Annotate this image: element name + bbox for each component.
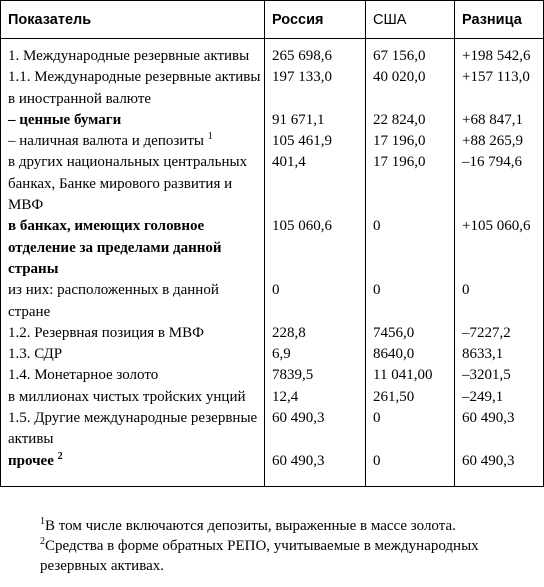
cell-russia: 6,9 bbox=[265, 344, 366, 365]
cell-usa: 40 020,0 bbox=[366, 67, 455, 110]
footnote-text: В том числе включаются депозиты, выраженные в массе золота. bbox=[45, 518, 456, 534]
cell-difference: 8633,1 bbox=[455, 344, 544, 365]
row-label: из них: расположенных в данной стране bbox=[1, 280, 265, 323]
table-row bbox=[1, 216, 544, 280]
cell-difference: +157 113,0 bbox=[455, 67, 544, 110]
header-russia: Россия bbox=[265, 1, 366, 39]
cell-difference: –249,1 bbox=[455, 387, 544, 408]
row-label: в банках, имеющих головное отделение за пределами данной страны bbox=[1, 216, 265, 280]
row-label: – наличная валюта и депозиты bbox=[8, 133, 204, 150]
row-label: 1.3. СДР bbox=[1, 344, 265, 365]
table-row bbox=[1, 408, 544, 451]
cell-difference: +105 060,6 bbox=[455, 216, 544, 280]
cell-usa: 17 196,0 bbox=[366, 152, 455, 216]
table-row bbox=[1, 387, 544, 408]
row-label: прочее bbox=[8, 452, 54, 469]
cell-russia: 105 461,9 bbox=[265, 131, 366, 152]
row-label: 1.4. Монетарное золото bbox=[1, 365, 265, 386]
cell-russia: 7839,5 bbox=[265, 365, 366, 386]
cell-usa: 8640,0 bbox=[366, 344, 455, 365]
row-label: 1. Международные резервные активы bbox=[1, 46, 265, 67]
cell-usa: 11 041,00 bbox=[366, 365, 455, 386]
cell-usa: 0 bbox=[366, 451, 455, 487]
cell-difference: +88 265,9 bbox=[455, 131, 544, 152]
cell-difference: –16 794,6 bbox=[455, 152, 544, 216]
header-usa: США bbox=[366, 1, 455, 39]
cell-russia: 0 bbox=[265, 280, 366, 323]
table-row bbox=[1, 323, 544, 344]
cell-difference: +198 542,6 bbox=[455, 46, 544, 67]
cell-difference: –3201,5 bbox=[455, 365, 544, 386]
table-row bbox=[1, 365, 544, 386]
header-difference: Разница bbox=[455, 1, 544, 39]
row-label: – ценные бумаги bbox=[1, 110, 265, 131]
footnote-2 bbox=[0, 536, 543, 576]
table-row bbox=[1, 131, 544, 152]
cell-difference: 60 490,3 bbox=[455, 408, 544, 451]
cell-usa: 17 196,0 bbox=[366, 131, 455, 152]
footnote-text: Средства в форме обратных РЕПО, учитываемые в международных резервных активах. bbox=[40, 538, 479, 574]
cell-russia: 60 490,3 bbox=[265, 451, 366, 487]
cell-usa: 0 bbox=[366, 280, 455, 323]
footnote-mark: 2 bbox=[40, 536, 45, 547]
table-row bbox=[1, 152, 544, 216]
footnote-1 bbox=[0, 516, 543, 536]
cell-usa: 7456,0 bbox=[366, 323, 455, 344]
cell-russia: 228,8 bbox=[265, 323, 366, 344]
cell-russia: 12,4 bbox=[265, 387, 366, 408]
footnote-mark: 1 bbox=[40, 516, 45, 527]
table-row bbox=[1, 110, 544, 131]
row-label-cell bbox=[1, 131, 265, 152]
cell-russia: 197 133,0 bbox=[265, 67, 366, 110]
cell-russia: 401,4 bbox=[265, 152, 366, 216]
footnotes bbox=[0, 516, 543, 576]
row-label: в миллионах чистых тройских унций bbox=[1, 387, 265, 408]
table-row bbox=[1, 46, 544, 67]
cell-usa: 0 bbox=[366, 216, 455, 280]
cell-russia: 265 698,6 bbox=[265, 46, 366, 67]
table-row bbox=[1, 344, 544, 365]
cell-difference: 60 490,3 bbox=[455, 451, 544, 487]
row-label: в других национальных центральных банках, Банке мирового развития и МВФ bbox=[1, 152, 265, 216]
cell-usa: 67 156,0 bbox=[366, 46, 455, 67]
cell-usa: 261,50 bbox=[366, 387, 455, 408]
cell-usa: 0 bbox=[366, 408, 455, 451]
cell-usa: 22 824,0 bbox=[366, 110, 455, 131]
row-label: 1.1. Международные резервные активы в иностранной валюте bbox=[1, 67, 265, 110]
row-label-cell bbox=[1, 451, 265, 487]
table-row bbox=[1, 451, 544, 487]
row-label: 1.2. Резервная позиция в МВФ bbox=[1, 323, 265, 344]
footnote-ref: 2 bbox=[57, 450, 63, 462]
table-row bbox=[1, 280, 544, 323]
cell-russia: 60 490,3 bbox=[265, 408, 366, 451]
table-row bbox=[1, 67, 544, 110]
cell-russia: 105 060,6 bbox=[265, 216, 366, 280]
cell-difference: +68 847,1 bbox=[455, 110, 544, 131]
row-label: 1.5. Другие международные резервные активы bbox=[1, 408, 265, 451]
footnote-ref: 1 bbox=[207, 131, 213, 143]
table-header bbox=[1, 1, 544, 39]
cell-difference: –7227,2 bbox=[455, 323, 544, 344]
table-body bbox=[1, 39, 544, 487]
cell-russia: 91 671,1 bbox=[265, 110, 366, 131]
cell-difference: 0 bbox=[455, 280, 544, 323]
header-indicator: Показатель bbox=[1, 1, 265, 39]
